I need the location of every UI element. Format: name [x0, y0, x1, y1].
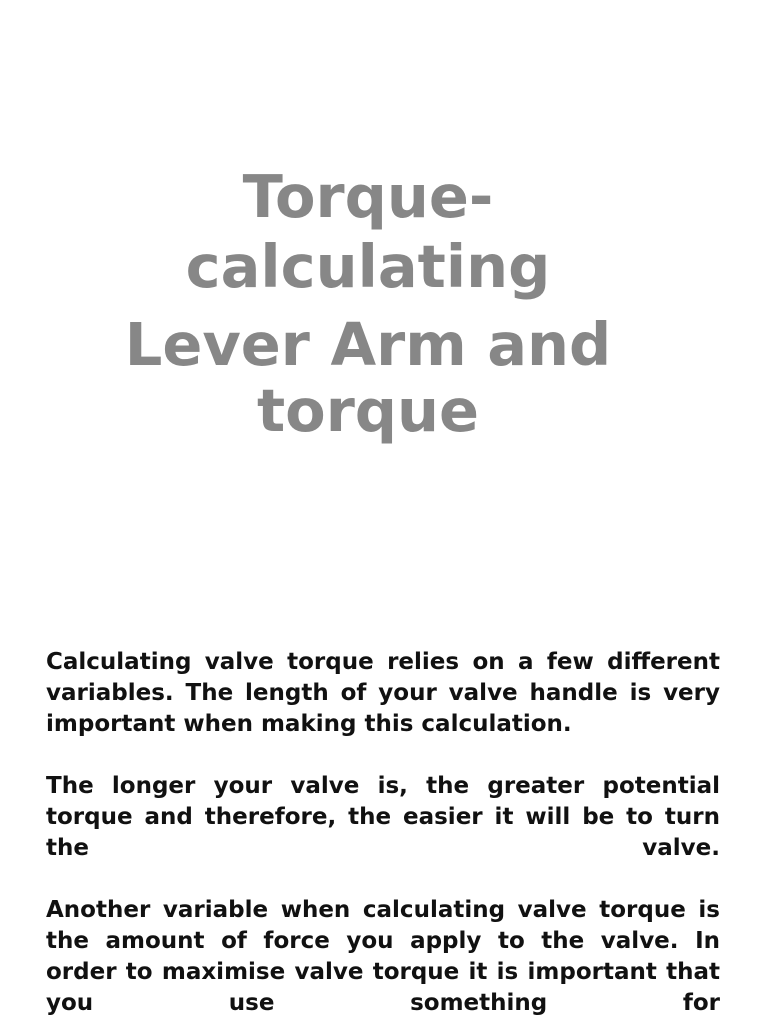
subtitle-line-2: torque: [256, 376, 480, 445]
subtitle: [0, 312, 736, 444]
title-line-1: Torque-: [242, 162, 494, 231]
paragraph-2: The longer your valve is, the greater potential torque and therefore, the easier it will be to turn the valve.: [46, 773, 720, 861]
paragraph-1: Calculating valve torque relies on a few different variables. The length of your valve handle is very important when making this calculation.: [46, 649, 720, 737]
paragraph-3: Another variable when calculating valve torque is the amount of force you apply to the valve. In order to maximise valve torque it is important that you use something for: [46, 897, 720, 1016]
body-text: [46, 647, 720, 1024]
title-line-2: calculating: [185, 232, 551, 301]
subtitle-line-1: Lever Arm and: [124, 310, 612, 379]
main-title: [0, 162, 736, 302]
title-block: [0, 162, 736, 444]
